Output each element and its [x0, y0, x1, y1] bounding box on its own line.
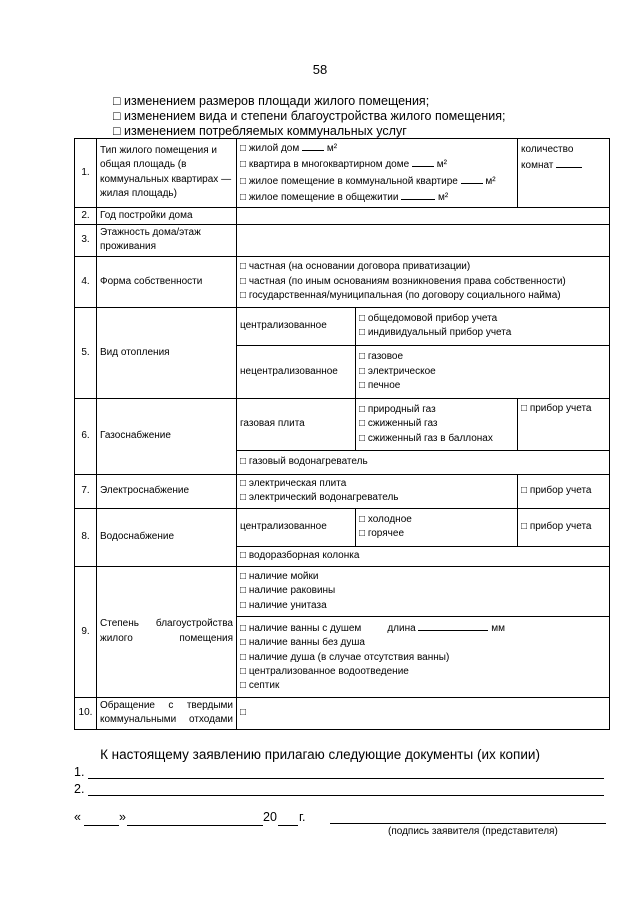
- water-column-option[interactable]: □ водоразборная колонка: [237, 546, 610, 566]
- option-liquefied-gas[interactable]: □ сжиженный газ: [359, 418, 438, 430]
- build-year-value[interactable]: [237, 207, 610, 224]
- ownership-options: [237, 256, 610, 307]
- waste-checkbox[interactable]: □: [237, 697, 610, 729]
- amenities-options-a: [237, 566, 610, 616]
- option-electric-stove[interactable]: □ электрическая плита: [240, 477, 347, 489]
- option-electric-heating[interactable]: □ электрическое: [359, 365, 436, 377]
- row-heating: [75, 307, 610, 345]
- amenities-options-b: [237, 616, 610, 697]
- option-communal[interactable]: □ жилое помещение в коммунальной квартире м²: [240, 173, 514, 189]
- option-dormitory[interactable]: □ жилое помещение в общежитии м²: [240, 189, 514, 205]
- row-electricity: [75, 474, 610, 508]
- option-private-other[interactable]: □ частная (по иным основаниям возникновения права собственности): [240, 275, 566, 287]
- row-number: 5.: [75, 307, 97, 398]
- row-floors: [75, 225, 610, 257]
- row-number: 10.: [75, 697, 97, 729]
- option-hot-water[interactable]: □ горячее: [359, 528, 405, 540]
- heating-central-options: [356, 307, 610, 345]
- date-year-prefix: 20: [263, 810, 277, 824]
- row-build-year: [75, 207, 610, 224]
- row-number: 3.: [75, 225, 97, 257]
- option-sink[interactable]: □ наличие мойки: [240, 570, 319, 582]
- row-water: [75, 508, 610, 546]
- date-day-line[interactable]: [84, 825, 119, 826]
- row-label: Водоснабжение: [97, 508, 237, 566]
- option-bath-shower[interactable]: □ наличие ванны с душем длина мм: [240, 620, 606, 636]
- water-central-label: централизованное: [237, 508, 356, 546]
- rooms-count-cell[interactable]: количество комнат: [518, 139, 610, 208]
- intro-option-type: □ изменением вида и степени благоустройства жилого помещения;: [113, 109, 506, 123]
- option-bottled-gas[interactable]: □ сжиженный газ в баллонах: [359, 432, 493, 444]
- row-amenities: [75, 566, 610, 616]
- option-washbasin[interactable]: □ наличие раковины: [240, 585, 336, 597]
- gas-water-heater-option[interactable]: □ газовый водонагреватель: [237, 450, 610, 474]
- attachment-line-1[interactable]: [88, 778, 604, 779]
- row-number: 9.: [75, 566, 97, 697]
- water-meter-option[interactable]: □ прибор учета: [518, 508, 610, 546]
- heating-decentral-options: [356, 345, 610, 398]
- row-number: 6.: [75, 398, 97, 474]
- date-year-line[interactable]: [278, 825, 298, 826]
- water-options: [356, 508, 518, 546]
- option-apartment[interactable]: □ квартира в многоквартирном доме м²: [240, 156, 514, 172]
- row-gas: [75, 398, 610, 450]
- date-year-suffix: г.: [299, 810, 306, 824]
- row-label: Год постройки дома: [97, 207, 237, 224]
- gas-stove-label: газовая плита: [237, 398, 356, 450]
- option-shower-only[interactable]: □ наличие душа (в случае отсутствия ванны): [240, 651, 450, 663]
- intro-option-area: □ изменением размеров площади жилого помещения;: [113, 94, 430, 108]
- row-label: Электроснабжение: [97, 474, 237, 508]
- gas-stove-options: [356, 398, 518, 450]
- attachments-title: К настоящему заявлению прилагаю следующие документы (их копии): [100, 747, 540, 762]
- floors-value[interactable]: [237, 225, 610, 257]
- row-label: Обращение с твердыми коммунальными отходами: [97, 697, 237, 729]
- option-individual-meter[interactable]: □ индивидуальный прибор учета: [359, 327, 512, 339]
- row-label: Степень благоустройства жилого помещения: [97, 566, 237, 697]
- signature-line[interactable]: [330, 823, 606, 824]
- row-number: 8.: [75, 508, 97, 566]
- electricity-options: [237, 474, 518, 508]
- option-gas-heating[interactable]: □ газовое: [359, 351, 404, 363]
- gas-meter-option[interactable]: □ прибор учета: [518, 398, 610, 450]
- heating-central-label: централизованное: [237, 307, 356, 345]
- row-number: 7.: [75, 474, 97, 508]
- row-number: 2.: [75, 207, 97, 224]
- attachment-number: 1.: [74, 765, 85, 779]
- housing-type-options: [237, 139, 518, 208]
- attachment-line-2[interactable]: [88, 795, 604, 796]
- date-open-quote: «: [74, 810, 81, 824]
- row-number: 4.: [75, 256, 97, 307]
- row-label: Этажность дома/этаж проживания: [97, 225, 237, 257]
- signature-caption: (подпись заявителя (представителя): [388, 826, 558, 837]
- option-septic[interactable]: □ септик: [240, 680, 280, 692]
- option-stove-heating[interactable]: □ печное: [359, 380, 401, 392]
- electricity-meter-option[interactable]: □ прибор учета: [518, 474, 610, 508]
- option-state-municipal[interactable]: □ государственная/муниципальная (по договору социального найма): [240, 290, 561, 302]
- attachment-number: 2.: [74, 782, 85, 796]
- option-electric-water-heater[interactable]: □ электрический водонагреватель: [240, 492, 399, 504]
- date-close-quote: »: [119, 810, 126, 824]
- intro-option-utilities: □ изменением потребляемых коммунальных услуг: [113, 124, 407, 138]
- option-building-meter[interactable]: □ общедомовой прибор учета: [359, 312, 498, 324]
- option-bath-no-shower[interactable]: □ наличие ванны без душа: [240, 637, 365, 649]
- housing-form-table: [74, 138, 610, 730]
- page-number: 58: [312, 62, 328, 77]
- heating-decentral-label: нецентрализованное: [237, 345, 356, 398]
- option-house[interactable]: □ жилой дом м²: [240, 140, 514, 156]
- option-natural-gas[interactable]: □ природный газ: [359, 403, 436, 415]
- row-waste: [75, 697, 610, 729]
- row-number: 1.: [75, 139, 97, 208]
- row-label: Форма собственности: [97, 256, 237, 307]
- date-month-line[interactable]: [127, 825, 263, 826]
- row-label: Тип жилого помещения и общая площадь (в коммунальных квартирах — жилая площадь): [97, 139, 237, 208]
- option-central-sewage[interactable]: □ централизованное водоотведение: [240, 666, 409, 678]
- row-label: Газоснабжение: [97, 398, 237, 474]
- option-cold-water[interactable]: □ холодное: [359, 513, 412, 525]
- row-ownership: [75, 256, 610, 307]
- row-housing-type: [75, 139, 610, 208]
- option-private-privatization[interactable]: □ частная (на основании договора приватизации): [240, 261, 471, 273]
- option-toilet[interactable]: □ наличие унитаза: [240, 599, 327, 611]
- row-label: Вид отопления: [97, 307, 237, 398]
